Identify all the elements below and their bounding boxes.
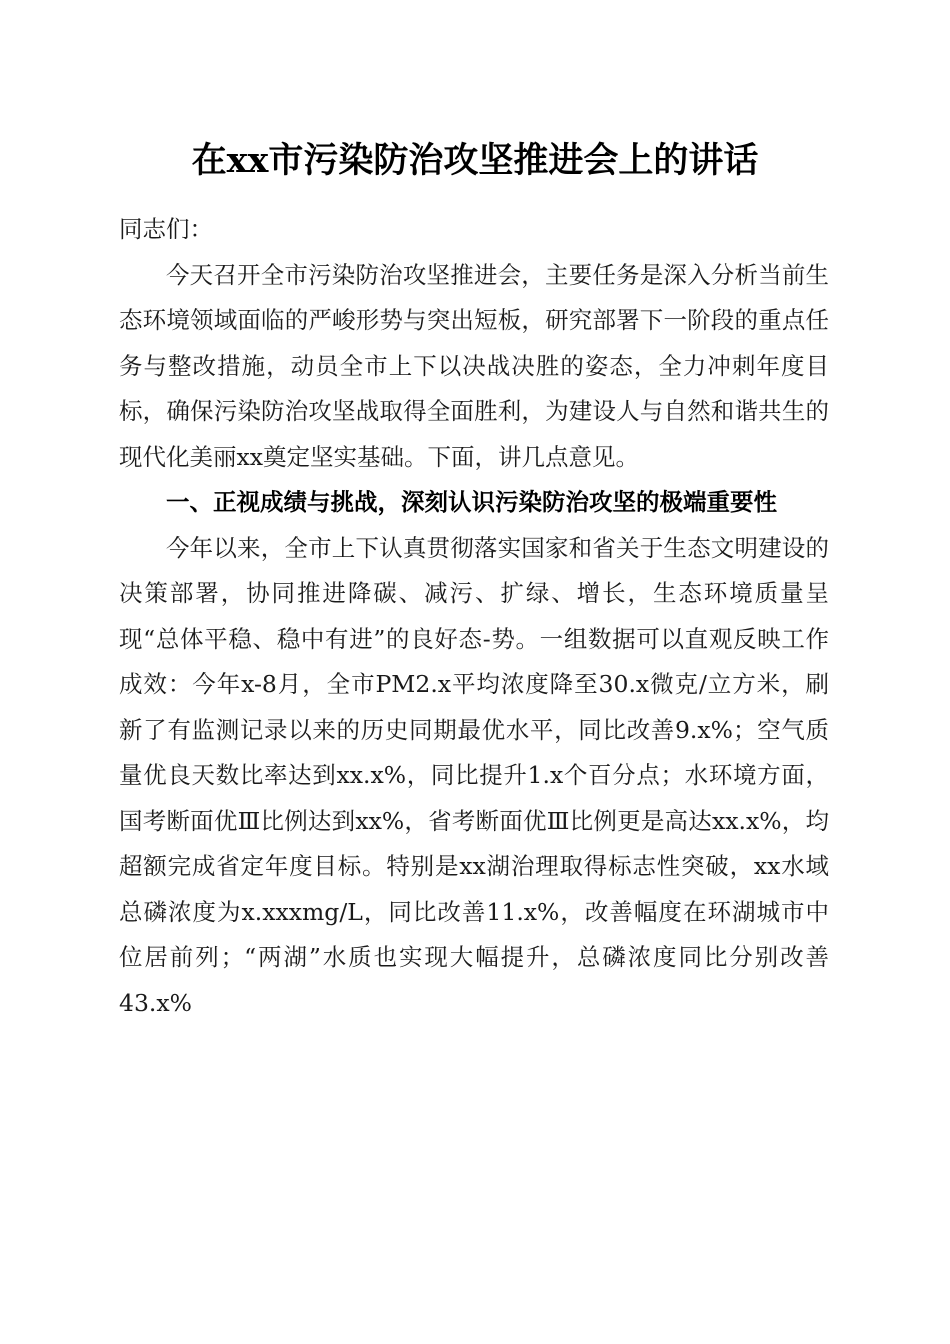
salutation: 同志们： [119, 215, 213, 243]
document-title: 在xx市污染防治攻坚推进会上的讲话 [191, 140, 759, 181]
intro-paragraph: 今天召开全市污染防治攻坚推进会，主要任务是深入分析当前生态环境领域面临的严峻形势与突出短板，研究部署下一阶段的重点任务与整改措施，动员全市上下以决战决胜的姿态，全力冲刺年度目标，确保污染防治攻坚战取得全面胜利，为建设人与自然和谐共生的现代化美丽xx奠定坚实基础。下面，讲几点意见。 [119, 260, 829, 471]
section-heading-1: 一、正视成绩与挑战，深刻认识污染防治攻坚的极端重要性 [166, 488, 777, 516]
section-1-paragraph: 今年以来，全市上下认真贯彻落实国家和省关于生态文明建设的决策部署，协同推进降碳、减污、扩绿、增长，生态环境质量呈现“总体平稳、稳中有进”的良好态-势。一组数据可以直观反映工作成效：今年x-8月，全市PM2.x平均浓度降至30.x微克/立方米，刷新了有监测记录以来的历史同期最优水平，同比改善9.x%；空气质量优良天数比率达到xx.x%，同比提升1.x个百分点；水环境方面，国考断面优Ⅲ比例达到xx%，省考断面优Ⅲ比例更是高达xx.x%，均超额完成省定年度目标。特别是xx湖治理取得标志性突破，xx水域总磷浓度为x.xxxmg/L，同比改善11.x%，改善幅度在环湖城市中位居前列；“两湖”水质也实现大幅提升，总磷浓度同比分别改善43.x% [119, 533, 829, 1017]
document-body [119, 207, 829, 1026]
